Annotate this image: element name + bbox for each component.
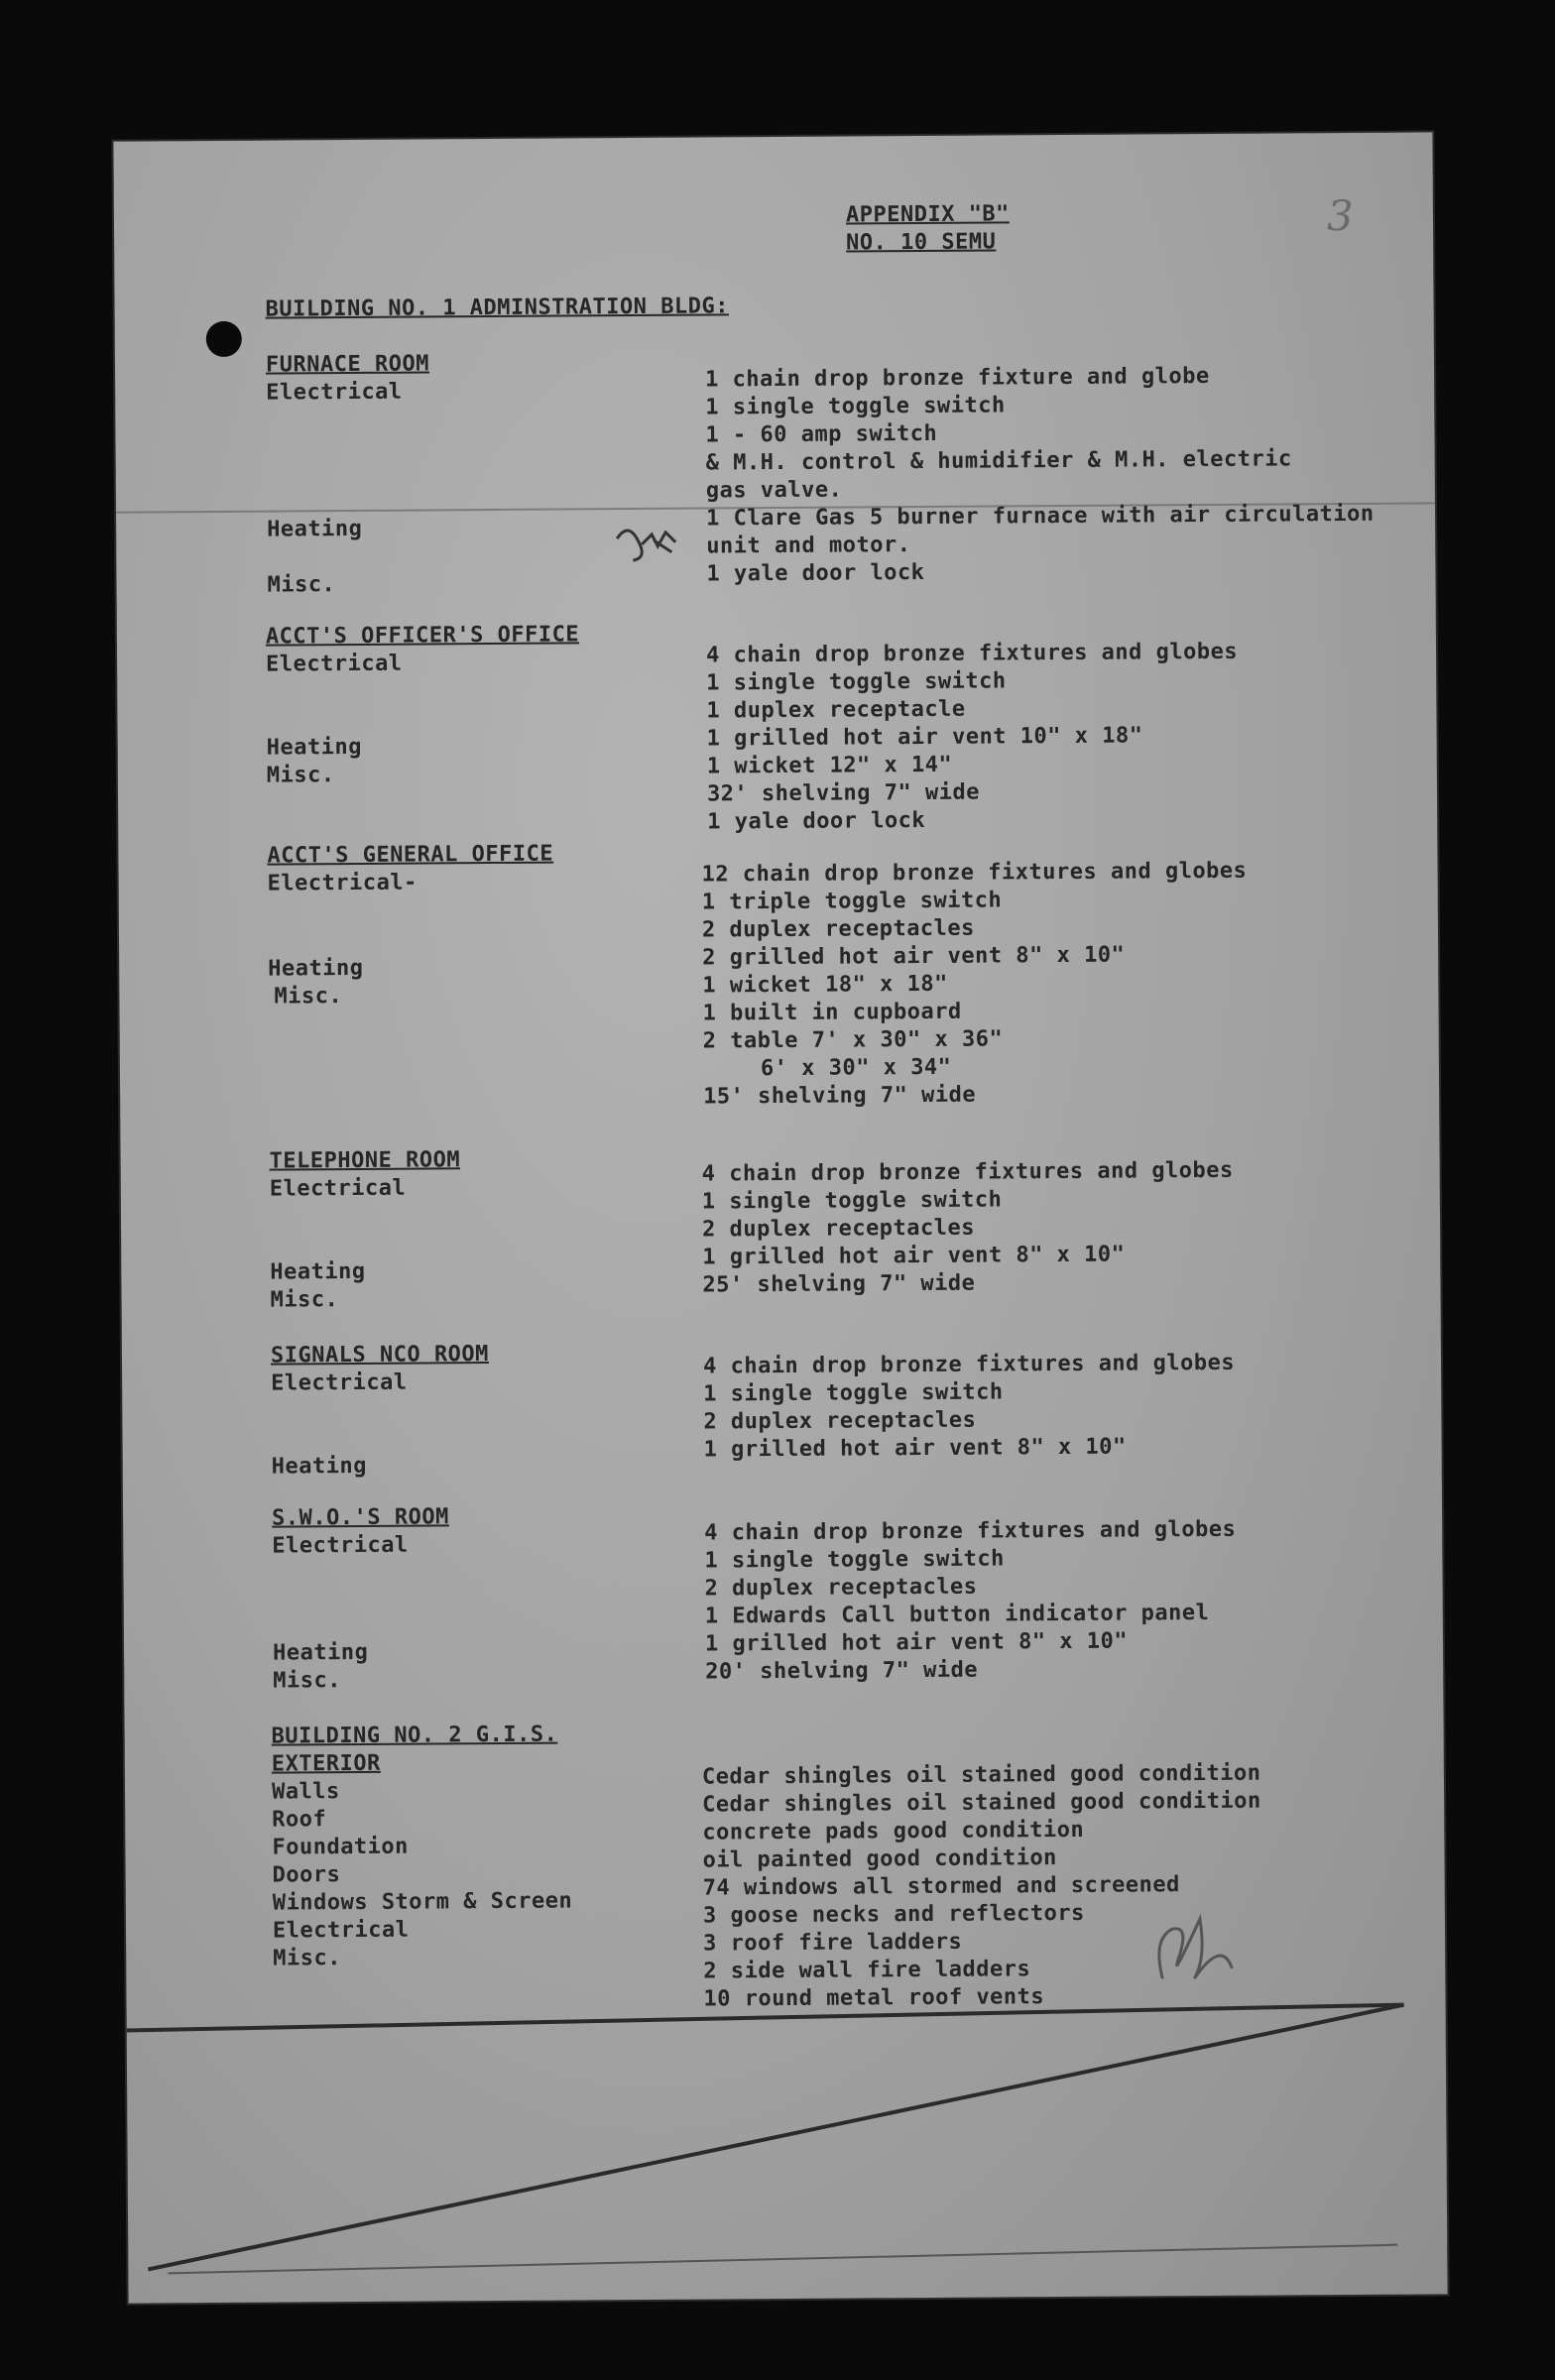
item-line: 1 Clare Gas 5 burner furnace with air circulation [705, 501, 1375, 532]
item-line: 32' shelving 7" wide [706, 779, 981, 807]
item-line: 1 yale door lock [707, 807, 926, 835]
item-line: 4 chain drop bronze fixtures and globes [702, 1350, 1236, 1379]
room-heading: ACCT'S OFFICER'S OFFICE [265, 622, 580, 650]
exterior-value: oil painted good condition [702, 1845, 1057, 1873]
building2-title: BUILDING NO. 2 G.I.S. [271, 1722, 558, 1749]
item-line: 1 wicket 18" x 18" [702, 971, 948, 999]
exterior-value: 74 windows all stormed and screened [702, 1872, 1180, 1901]
document-page [113, 132, 1447, 2303]
item-line: 4 chain drop bronze fixtures and globes [701, 1157, 1234, 1187]
item-line: 4 chain drop bronze fixtures and globes [704, 1516, 1237, 1546]
building2-subtitle: EXTERIOR [271, 1750, 381, 1777]
item-line: 1 single toggle switch [703, 1379, 1004, 1407]
room-label: Electrical [266, 651, 403, 677]
item-line: 1 grilled hot air vent 8" x 10" [704, 1628, 1129, 1657]
room-label: Electrical [266, 379, 403, 406]
item-line: 1 single toggle switch [704, 1546, 1005, 1574]
item-line: unit and motor. [706, 533, 911, 559]
exterior-label: Windows Storm & Screen [272, 1888, 573, 1916]
item-line: 1 Edwards Call button indicator panel [704, 1600, 1210, 1629]
unit-name: NO. 10 SEMU [846, 229, 997, 256]
room-label: Heating [268, 955, 364, 982]
room-label: Heating [271, 1453, 368, 1480]
item-line: 2 grilled hot air vent 8" x 10" [702, 942, 1126, 971]
appendix-title: APPENDIX "B" [845, 201, 1010, 228]
exterior-value: 3 roof fire ladders [703, 1929, 963, 1957]
item-line: 1 grilled hot air vent 8" x 10" [702, 1242, 1126, 1270]
item-line: 2 duplex receptacles [701, 1215, 976, 1243]
item-line: 6' x 30" x 34" [760, 1054, 952, 1082]
item-line: 1 grilled hot air vent 8" x 10" [703, 1434, 1127, 1463]
exterior-label: Doors [272, 1862, 341, 1888]
exterior-label: Roof [272, 1807, 327, 1833]
initials-scribble [642, 533, 675, 552]
cancel-diagonal [147, 2005, 1406, 2270]
item-line: 1 grilled hot air vent 10" x 18" [706, 723, 1143, 752]
room-heading: TELEPHONE ROOM [269, 1147, 461, 1174]
item-line: 2 duplex receptacles [704, 1574, 978, 1602]
exterior-label: Electrical [272, 1917, 410, 1944]
exterior-value: 3 goose necks and reflectors [702, 1900, 1085, 1929]
exterior-value: concrete pads good condition [702, 1817, 1085, 1845]
closing-rule [121, 2005, 1404, 2031]
room-label: Heating [266, 734, 362, 761]
exterior-value: 2 side wall fire ladders [703, 1957, 1031, 1984]
exterior-value: 10 round metal roof vents [703, 1984, 1045, 2012]
room-label: Electrical- [267, 870, 418, 896]
room-heading: FURNACE ROOM [265, 351, 430, 378]
room-label: Heating [267, 516, 363, 542]
item-line: 20' shelving 7" wide [705, 1657, 979, 1685]
bottom-edge-line [168, 2245, 1397, 2274]
room-label: Misc. [266, 763, 335, 788]
exterior-label: Walls [271, 1779, 340, 1805]
room-label: Electrical [272, 1532, 409, 1559]
room-label: Electrical [269, 1175, 407, 1202]
exterior-label: Foundation [272, 1834, 409, 1860]
room-label: Heating [270, 1258, 366, 1285]
item-line: 4 chain drop bronze fixtures and globes [705, 639, 1239, 668]
exterior-label: Misc. [273, 1946, 342, 1971]
exterior-value: Cedar shingles oil stained good condition [701, 1760, 1261, 1790]
room-heading: SIGNALS NCO ROOM [270, 1342, 489, 1368]
item-line: 2 duplex receptacles [701, 915, 975, 943]
item-line: 1 duplex receptacle [706, 696, 966, 724]
item-line: 15' shelving 7" wide [703, 1082, 977, 1110]
room-label: Misc. [273, 1668, 342, 1694]
signature-scribble [1159, 1919, 1233, 1979]
exterior-value: Cedar shingles oil stained good condition [702, 1788, 1261, 1818]
item-line: gas valve. [705, 477, 843, 504]
item-line: 1 built in cupboard [702, 999, 962, 1026]
item-line: 1 single toggle switch [706, 668, 1007, 696]
item-line: 25' shelving 7" wide [702, 1270, 976, 1298]
room-label: Misc. [267, 572, 336, 598]
handwritten-marks [113, 132, 1447, 2303]
item-line: 1 yale door lock [706, 559, 925, 587]
item-line: 1 wicket 12" x 14" [706, 752, 953, 779]
item-line: 1 single toggle switch [701, 1187, 1003, 1215]
building1-title: BUILDING NO. 1 ADMINSTRATION BLDG: [265, 294, 730, 322]
item-line: 1 triple toggle switch [701, 888, 1003, 915]
page-number: 3 [1326, 190, 1355, 241]
furnace-correction-mark [617, 531, 642, 560]
room-label: Heating [272, 1639, 369, 1666]
item-line: 1 - 60 amp switch [705, 420, 938, 448]
room-heading: ACCT'S GENERAL OFFICE [267, 841, 554, 869]
item-line: 1 chain drop bronze fixture and globe [705, 363, 1210, 393]
room-heading: S.W.O.'S ROOM [272, 1504, 449, 1531]
item-line: 1 single toggle switch [705, 393, 1006, 420]
room-label: Electrical [271, 1369, 408, 1396]
item-line: & M.H. control & humidifier & M.H. electric [705, 446, 1292, 476]
room-label: Misc. [274, 984, 343, 1010]
item-line: 2 duplex receptacles [703, 1407, 977, 1435]
item-line: 2 table 7' x 30" x 36" [702, 1026, 1004, 1054]
item-line: 12 chain drop bronze fixtures and globes [701, 858, 1248, 888]
room-label: Misc. [270, 1287, 339, 1313]
